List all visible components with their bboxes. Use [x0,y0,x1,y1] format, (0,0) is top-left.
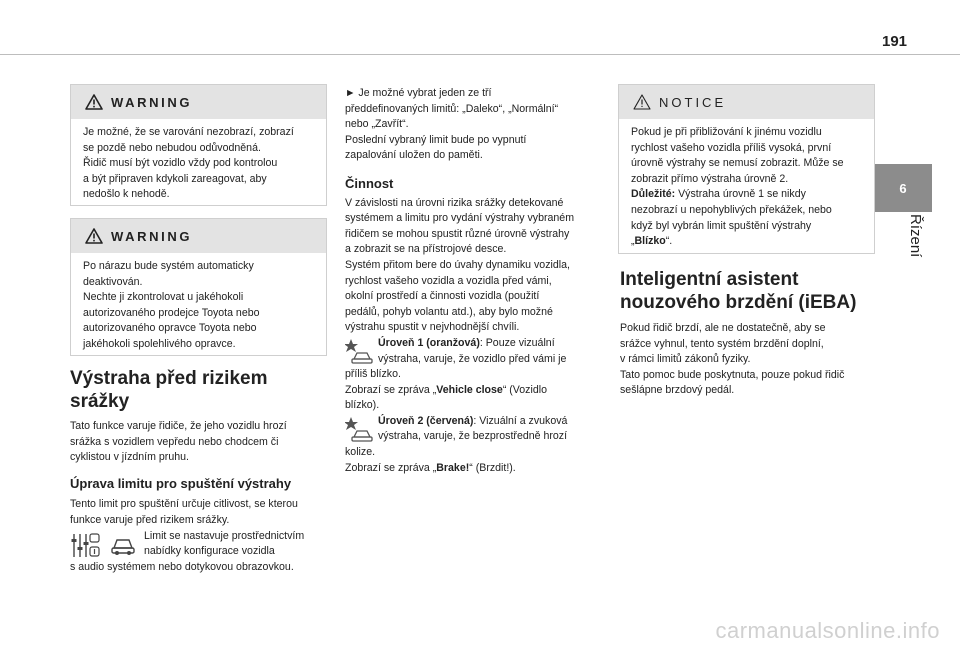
text-line: s audio systémem nebo dotykovou obrazovkou. [70,560,294,573]
limit-paragraph [70,497,335,528]
warning-box-1 [70,84,327,206]
notice-text [619,119,874,250]
text-line: řidičem se mohou spustit různé úrovně výstrahy [345,227,570,240]
subsection-heading: Úprava limitu pro spuštění výstrahy [70,475,292,491]
activity-heading: Činnost [345,175,394,191]
collision-section [70,367,335,575]
warning-text [71,253,326,353]
text-line: cyklistou v jízdním pruhu. [70,451,189,464]
page-number: 191 [882,33,908,50]
text-line: a být připraven kdykoli zareagovat, aby [83,172,267,185]
text-line: v rámci limitů zákonů fyziky. [620,353,751,366]
text-line: pedálů, pohyb volantu atd.), aby bylo možné [345,305,553,318]
text-line: autorizovaného opravce Toyota nebo [83,322,257,335]
text-line: srážce vyhnul, tento systém brzdění doplní, [620,337,824,350]
text-line: Poslední vybraný limit bude po vypnutí [345,133,527,146]
text-line: úrovně výstrahy se nemusí zobrazit. Může se [631,157,844,170]
text-line: nezobrazí u nepohyblivých překážek, nebo [631,203,832,216]
text-line: Systém přitom bere do úvahy dynamiku vozidla, [345,258,570,271]
text-line: předdefinovaných limitů: „Daleko“, „Normální“ [345,102,559,115]
level-2-title [345,414,613,430]
text-line: Pokud je při přibližování k jinému vozidlu [631,126,822,138]
important-label: Důležité: [631,188,676,201]
level-2-rest: : Vizuální a zvuková [473,414,568,427]
text-line: výstrahu spustit v nejvhodnější chvíli. [345,321,520,334]
text-line: se pozdě nebo nebudou odůvodněná. [83,141,261,154]
heading-line: nouzového brzdění (iEBA) [620,292,857,313]
text-line: rychlost vašeho vozidla příliš vysoká, první [631,141,832,154]
notice-box [618,84,875,254]
text-line: kolize. [345,446,376,459]
text-line: funkce varuje před rizikem srážky. [70,513,230,526]
text-fragment: “. [665,235,673,248]
text-line: nabídky konfigurace vozidla [144,545,275,558]
ieba-section [620,268,880,399]
warning-header [71,85,326,119]
collision-alert-icon [345,415,375,443]
notice-triangle-icon [633,94,651,110]
warning-text [71,119,326,203]
car-icon [109,531,137,559]
text-line: výstraha, varuje, že vozidlo před vámi je [378,352,567,365]
text-line: blízko). [345,399,380,412]
text-line: srážka s vozidlem vepředu nebo chodcem či [70,435,279,448]
close-limit-label: Blízko [634,235,666,248]
select-paragraph [345,86,613,164]
text-line: Tato funkce varuje řidiče, že jeho vozidlu hrozí [70,420,287,432]
text-line: systémem a limitu pro vydání výstrahy vybraném [345,212,575,225]
text-line: deaktivován. [83,275,143,288]
text-line: Po nárazu bude systém automaticky [83,260,254,272]
warning-box-2 [70,218,327,356]
menu-paragraph [70,529,335,576]
text-line: nedošlo k nehodě. [83,188,170,201]
text-line: Pokud řidič brzdí, ale ne dostatečně, aby se [620,322,826,334]
activity-paragraph [345,196,613,336]
middle-column [345,86,613,476]
warning-triangle-icon [85,228,103,244]
text-line: Řidič musí být vozidlo vždy pod kontrolou [83,157,278,170]
brake-message: Brake! [436,461,470,474]
text-line: rychlost vašeho vozidla a vozidla před vámi, [345,274,552,287]
text-line: Tento limit pro spuštění určuje citlivost, se kterou [70,498,298,511]
text-fragment: Zobrazí se zpráva „ [345,383,437,396]
section-heading [70,367,335,413]
top-divider [0,54,960,55]
text-line: Nechte ji zkontrolovat u jakéhokoli [83,291,244,304]
text-line: zobrazit přímo výstraha úrovně 2. [631,172,789,185]
text-line: příliš blízko. [345,368,401,381]
text-line: okolní prostředí a činnosti vozidla (použití [345,290,540,303]
text-fragment: Výstraha úrovně 1 se nikdy [675,188,806,201]
text-fragment: “ (Vozidlo [502,383,547,396]
level-1-rest: : Pouze vizuální [479,336,555,349]
collision-warning-icon [345,337,375,365]
watermark: carmanualsonline.info [715,618,940,643]
vehicle-settings-icon [70,531,100,559]
text-line: jakéhokoli spolehlivého opravce. [83,337,236,350]
text-line: a zobrazit se na přístrojové desce. [345,243,507,256]
text-line: Limit se nastavuje prostřednictvím [144,529,305,542]
warning-header [71,219,326,253]
intro-paragraph [70,419,335,466]
heading-line: Výstraha před rizikem [70,368,268,389]
text-line: zapalování uložen do paměti. [345,149,483,162]
text-line: Je možné, že se varování nezobrazí, zobrazí [83,126,294,138]
settings-icons [70,531,138,561]
level-2-message [345,461,613,477]
chapter-tab[interactable]: 6 [874,164,932,212]
level-1-title [345,336,613,352]
level-2-label: Úroveň 2 (červená) [378,414,474,427]
heading-line: srážky [70,391,130,412]
level-1-label: Úroveň 1 (oranžová) [378,336,480,349]
warning-title: WARNING [111,94,193,110]
level-1-paragraph [345,336,613,414]
chapter-label: Řízení [907,214,924,258]
text-line: Tato pomoc bude poskytnuta, pouze pokud řidič [620,368,845,381]
notice-header [619,85,874,119]
text-line: V závislosti na úrovni rizika srážky detekované [345,196,564,209]
level-2-paragraph [345,414,613,476]
text-line: ► Je možné vybrat jeden ze tří [345,87,492,99]
text-line: sešlápne brzdový pedál. [620,384,735,397]
heading-line: Inteligentní asistent [620,269,799,290]
text-fragment: „ [631,235,635,248]
ieba-paragraph [620,321,880,399]
warning-title: WARNING [111,228,193,244]
close-limit-line [631,234,862,250]
text-line: autorizovaného prodejce Toyota nebo [83,306,260,319]
text-fragment: “ (Brzdit!). [469,461,516,474]
level-1-message [345,383,613,399]
text-line: výstraha, varuje, že bezprostředně hrozí [378,430,568,443]
text-line: když byl vybrán limit spuštění výstrahy [631,219,812,232]
important-line [631,187,862,203]
notice-title: NOTICE [659,94,727,110]
text-fragment: Zobrazí se zpráva „ [345,461,437,474]
text-line: nebo „Zavřít“. [345,118,409,131]
vehicle-close-message: Vehicle close [436,383,503,396]
section-heading [620,268,880,314]
warning-triangle-icon [85,94,103,110]
